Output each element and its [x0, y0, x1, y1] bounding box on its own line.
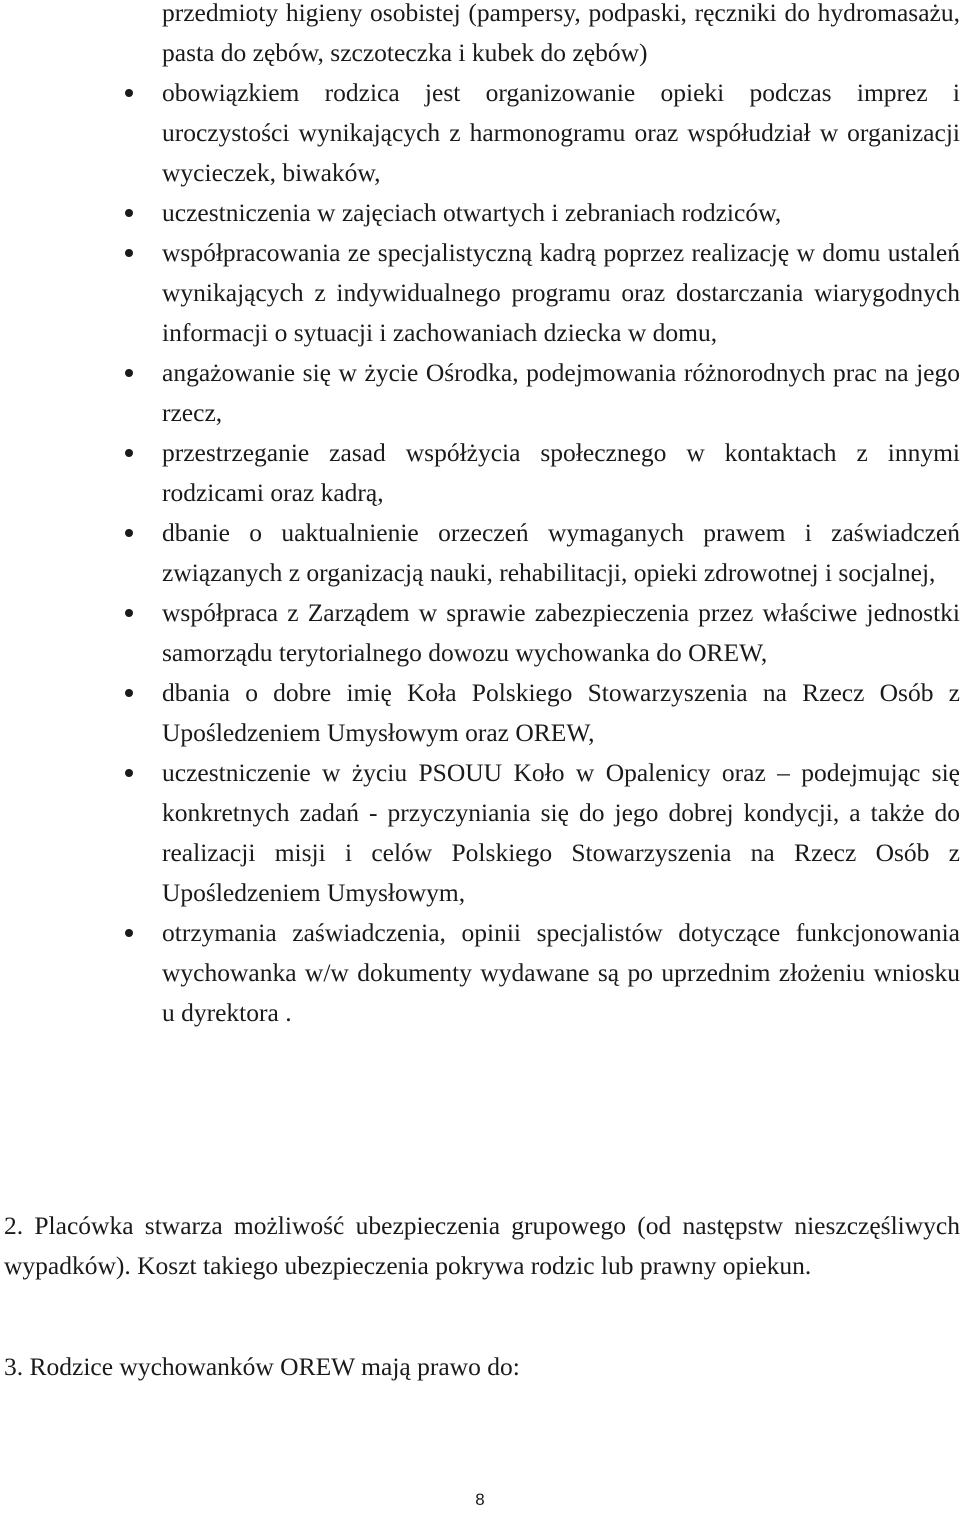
bullet-icon [125, 369, 133, 377]
bullet-icon [125, 89, 133, 97]
bullet-icon [125, 769, 133, 777]
paragraph-insurance: 2. Placówka stwarza możliwość ubezpieczenia grupowego (od następstw nieszczęśliwych wypadków). Koszt takiego ubezpieczenia pokrywa rodzic lub prawny opiekun. [4, 1211, 960, 1280]
list-item-text: otrzymania zaświadczenia, opinii specjalistów dotyczące funkcjonowania wychowanka w/w dokumenty wydawane są po uprzednim złożeniu wniosku u dyrektora . [162, 918, 960, 1027]
list-item-text: przestrzeganie zasad współżycia społecznego w kontaktach z innymi rodzicami oraz kadrą, [162, 438, 960, 507]
list-item-text: współpracowania ze specjalistyczną kadrą poprzez realizację w domu ustaleń wynikających z indywidualnego programu oraz dostarczania wiarygodnych informacji o sytuacji i zachowaniach dziecka w domu, [162, 238, 960, 347]
bullet-icon [125, 689, 133, 697]
bullet-icon [125, 609, 133, 617]
list-item-text: angażowanie się w życie Ośrodka, podejmowania różnorodnych prac na jego rzecz, [162, 358, 960, 427]
list-item [0, 233, 960, 353]
list-item [0, 753, 960, 913]
list-item [0, 193, 960, 233]
bullet-icon [125, 449, 133, 457]
continuation-text: przedmioty higieny osobistej (pampersy, podpaski, ręczniki do hydromasażu, pasta do zębów, szczoteczka i kubek do zębów) [162, 0, 960, 67]
paragraph-parent-rights: 3. Rodzice wychowanków OREW mają prawo do: [4, 1352, 520, 1381]
list-item-text: uczestniczenia w zajęciach otwartych i zebraniach rodziców, [162, 198, 782, 227]
bullet-icon [125, 209, 133, 217]
page-number: 8 [475, 1490, 485, 1509]
list-item-text: dbania o dobre imię Koła Polskiego Stowarzyszenia na Rzecz Osób z Upośledzeniem Umysłowym oraz OREW, [162, 678, 960, 747]
list-item-text: obowiązkiem rodzica jest organizowanie opieki podczas imprez i uroczystości wynikających z harmonogramu oraz współudział w organizacji wycieczek, biwaków, [162, 78, 960, 187]
list-item [0, 593, 960, 673]
list-item-text: współpraca z Zarządem w sprawie zabezpieczenia przez właściwe jednostki samorządu terytorialnego dowozu wychowanka do OREW, [162, 598, 960, 667]
list-item [0, 673, 960, 753]
list-item-text: uczestniczenie w życiu PSOUU Koło w Opalenicy oraz – podejmując się konkretnych zadań - przyczyniania się do jego dobrej kondycji, a także do realizacji misji i celów Polskiego Stowarzyszenia na Rzecz Osób z Upośledzeniem Umysłowym, [162, 758, 960, 907]
bullet-icon [125, 929, 133, 937]
list-item [0, 913, 960, 1033]
list-item [0, 433, 960, 513]
bullet-icon [125, 249, 133, 257]
parent-duties-list [0, 73, 960, 1033]
list-item [0, 353, 960, 433]
bullet-icon [125, 529, 133, 537]
list-item [0, 73, 960, 193]
list-item [0, 513, 960, 593]
list-item-text: dbanie o uaktualnienie orzeczeń wymaganych prawem i zaświadczeń związanych z organizacją nauki, rehabilitacji, opieki zdrowotnej i socjalnej, [162, 518, 960, 587]
